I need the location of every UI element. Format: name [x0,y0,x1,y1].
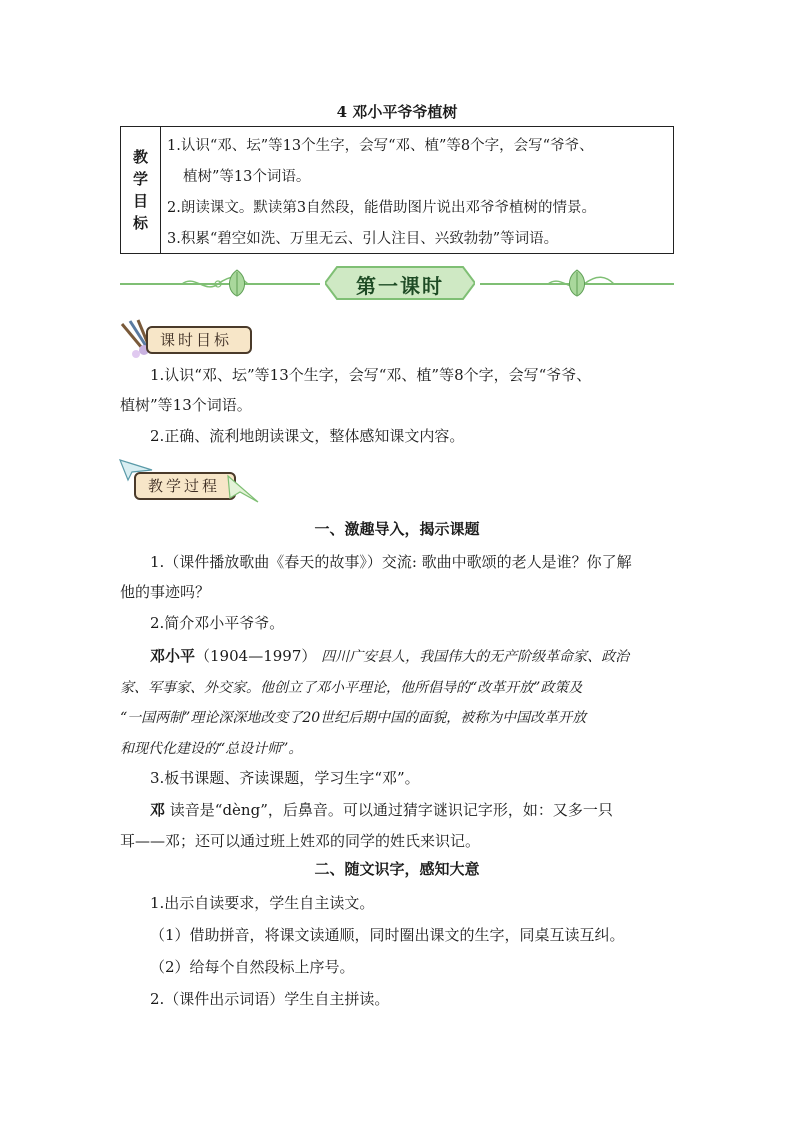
bio-line: 家、军事家、外交家。他创立了邓小平理论，他所倡导的“改革开放”政策及 [120,680,583,696]
objectives-label [121,127,161,253]
banner-box [325,265,475,301]
section-heading: 一、激趣导入，揭示课题 [314,520,480,538]
paragraph-line [120,795,676,826]
bio-text: 四川广安县人，我国伟大的无产阶级革命家、政治 [321,649,630,665]
lesson-banner [120,262,674,304]
paragraph-line: 耳——邓；还可以通过班上姓邓的同学的姓氏来识记。 [120,832,481,850]
objective-line: 1.认识“邓、坛”等13个生字，会写“邓、植”等8个字，会写“爷爷、 [167,138,594,154]
bio-line: 和现代化建设的“总设计师”。 [120,741,303,757]
paragraph-line: 他的事迹吗？ [120,583,211,601]
paragraph-line: 1.（课件播放歌曲《春天的故事》）交流: 歌曲中歌颂的老人是谁？你了解 [150,553,632,571]
lesson-title: 4 邓小平爷爷植树 [336,103,458,121]
paragraph-line: 2.简介邓小平爷爷。 [150,614,285,632]
objective-line: 3.积累“碧空如洗、万里无云、引人注目、兴致勃勃”等词语。 [167,231,559,247]
objectives-content [161,127,673,253]
char-label: 邓 [150,801,166,819]
process-tag: 教学过程 [134,472,236,500]
label-char: 教 [132,148,148,166]
leaf-icon [224,268,250,298]
goal-line: 1.认识“邓、坛”等13个生字，会写“邓、植”等8个字，会写“爷爷、 [150,366,592,384]
goal-line: 2.正确、流利地朗读课文，整体感知课文内容。 [150,427,465,445]
paragraph-line: （1）借助拼音，将课文读通顺，同时圈出课文的生字，同桌互读互纠。 [150,926,625,944]
objective-line: 2.朗读课文。默读第3自然段，能借助图片说出邓爷爷植树的情景。 [167,200,597,216]
objective-line: 植树”等13个词语。 [183,169,311,185]
paragraph-line: 1.出示自读要求，学生自主读文。 [150,894,375,912]
banner-title: 第一课时 [356,274,444,298]
goals-tag: 课时目标 [146,326,252,354]
goal-line: 植树”等13个词语。 [120,396,252,414]
leaf-icon [564,268,590,298]
paragraph-line: 2.（课件出示词语）学生自主拼读。 [150,990,390,1008]
label-char: 学 [132,170,148,188]
bio-name: 邓小平 [150,647,196,665]
bio-line [120,641,676,673]
bio-line: “一国两制”理论深深地改变了20世纪后期中国的面貌，被称为中国改革开放 [120,710,587,726]
paper-plane-icon [226,472,260,506]
char-text: 读音是“dèng”，后鼻音。可以通过猜字谜识记字形，如：又多一只 [165,801,613,819]
paragraph-line: （2）给每个自然段标上序号。 [150,958,355,976]
paragraph-line: 3.板书课题、齐读课题，学习生字“邓”。 [150,769,420,787]
section-heading: 二、随文识字，感知大意 [314,860,480,878]
bio-years: （1904—1997） [195,647,317,665]
label-char: 标 [132,214,148,232]
label-char: 目 [132,192,148,210]
objectives-table [120,126,674,254]
